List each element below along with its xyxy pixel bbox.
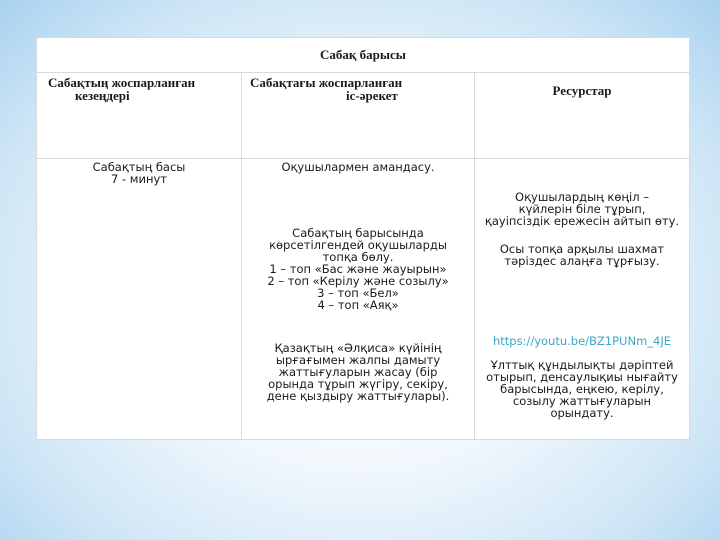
- resource-values: Ұлттық құндылықты дәріптей отырып, денсаулықиы нығайту барысында, еңкею, керілу, созылу жаттығуларын орындату.: [486, 358, 678, 420]
- header-activities-line2: іс-әрекет: [346, 88, 398, 103]
- activity-grouping: Сабақтың барысында көрсетілгендей оқушыларды топқа бөлу. 1 – топ «Бас және жауырын» 2 – топ «Керілу және созылу» 3 – топ «Бел» 4 – топ «Аяқ»: [267, 226, 449, 312]
- header-activities-line1: Сабақтағы жоспарланған: [250, 75, 403, 90]
- resource-video-link[interactable]: https://youtu.be/BZ1PUNm_4JE: [492, 334, 672, 348]
- lesson-table: [36, 37, 690, 440]
- header-stages: [37, 73, 241, 159]
- resource-chess: Осы топқа арқылы шахмат тәріздес алаңға тұрғызу.: [499, 242, 665, 268]
- activities-cell: [241, 159, 474, 439]
- activity-greeting: Оқушылармен амандасу.: [281, 160, 435, 174]
- table-title: Сабақ барысы: [37, 38, 689, 73]
- stage-cell: [37, 159, 241, 439]
- header-resources: Ресурстар: [474, 73, 689, 159]
- stage-name: Сабақтың басы: [92, 160, 186, 174]
- activity-warmup: Қазақтың «Әлқиса» күйінің ырғағымен жалпы дамыту жаттығуларын жасау (бір орында тұрып жүгіру, секіру, дене қыздыру жаттығулары).: [266, 341, 450, 403]
- resources-cell: [474, 159, 689, 439]
- header-stages-line2: кезеңдері: [75, 88, 130, 103]
- header-activities: [241, 73, 474, 159]
- resource-mood: Оқушылардың көңіл – күйлерін біле тұрып, қауіпсіздік ережесін айтып өту.: [484, 190, 680, 228]
- stage-time: 7 - минут: [111, 172, 167, 186]
- header-stages-line1: Сабақтың жоспарланған: [48, 75, 196, 90]
